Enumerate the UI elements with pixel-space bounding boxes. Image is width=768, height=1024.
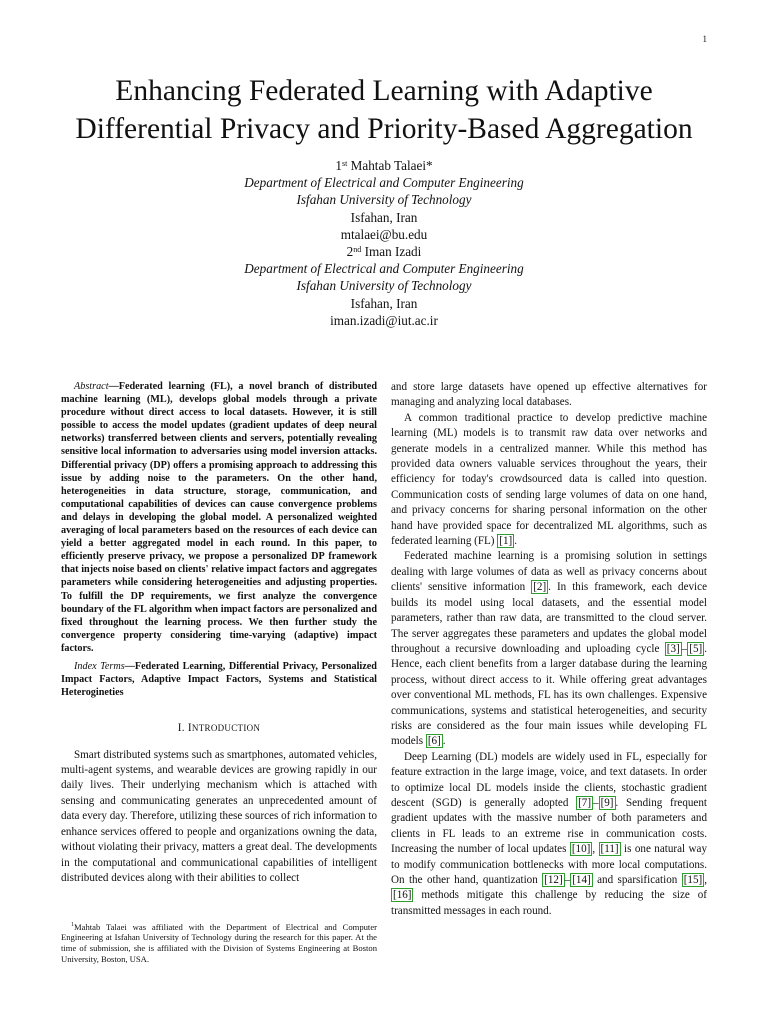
page-number: 1 xyxy=(702,34,707,44)
right-paragraph-0: and store large datasets have opened up effective alternatives for managing and analyzing local databases. xyxy=(391,381,707,409)
author-1-name: 1st Mahtab Talaei* xyxy=(335,158,433,173)
citation-link[interactable]: [3] xyxy=(666,642,680,655)
footnote xyxy=(61,920,377,964)
right-paragraph-1: A common traditional practice to develop predictive machine learning (ML) models is to transmit raw data over networks and generate models in a centralized manner. While this method has provided data owners valuable services throughout the years, their efficiency for today's crowdsourced data is called into question. Communication costs of sending large volumes of data on one hand, and privacy concerns for sharing personal information on the other hand have provided space for decentralized ML algorithms, such as federated learning (FL) [1] . xyxy=(391,411,707,548)
abstract-label: Abstract xyxy=(74,381,109,392)
footnote-text: Mahtab Talaei was affiliated with the Department of Electrical and Computer Engineering at Isfahan University of Technology during the research for this paper. At the time of submission, she is affiliated with the Division of Systems Engineering at Boston University, Boston, USA. xyxy=(61,921,377,964)
author-2-city: Isfahan, Iran xyxy=(350,295,418,311)
author-1-email: mtalaei@bu.edu xyxy=(340,226,428,242)
citation-link[interactable]: [5] xyxy=(689,642,703,655)
citation-link[interactable]: [2] xyxy=(533,581,547,594)
abstract-text: —Federated learning (FL), a novel branch of distributed machine learning (ML), develops global models through a private procedure without direct access to local datasets. However, it is still possible to access the model updates (gradient updates of deep neural networks) transferred between clients and servers, potentially revealing sensitive local information to adversaries using model inversion attacks. Differential privacy (DP) offers a promising approach to addressing this issue by adding noise to the parameters. On the other hand, heterogeneities in data structure, storage, communication, and computational capabilities of devices can cause convergence problems and delays in developing the global model. A personalized weighted averaging of local parameters based on the resources of each device can yield a better aggregated model in each round. In this paper, to efficiently preserve privacy, we propose a personalized DP framework that injects noise based on clients' relative impact factors and aggregates parameters while considering heterogeneities and adjusting properties. To fulfill the DP requirements, we first analyze the convergence boundary of the FL algorithm when impact factors are personalized and fixed throughout the learning process. We then further study the convergence property considering time-varying (adaptive) impact factors. xyxy=(61,381,377,654)
citation-link[interactable]: [14] xyxy=(572,874,591,886)
index-terms xyxy=(61,660,377,699)
section-heading-introduction: I. INTRODUCTION xyxy=(177,722,261,735)
citation-link[interactable]: [6] xyxy=(427,735,441,748)
right-column xyxy=(391,380,707,919)
paper-title xyxy=(0,72,768,148)
abstract xyxy=(61,380,377,655)
citation-link[interactable]: [15] xyxy=(683,874,703,886)
right-paragraph-3: Deep Learning (DL) models are widely used in FL, especially for feature extraction in the large image, voice, and text datasets. In order to optimize local DL models inside the clients, stochastic gradient descent (SGD) is generally adopted [7] – [9] . Sending frequent gradient updates with the massive number of both parameters and clients in FL leads to an extreme rise in communication costs. Increasing the number of local updates [10] , [11] is one natural way to modify communication bottlenecks with more local computations. On the other hand, quantization [12] – [14] and sparsification [15] , [16] methods mitigate this challenge by reducing the size of transmitted messages in each round. xyxy=(391,750,708,917)
author-2-name: 2nd Iman Izadi xyxy=(346,244,422,260)
author-2-email: iman.izadi@iut.ac.ir xyxy=(330,312,438,328)
author-2-dept: Department of Electrical and Computer Engineering xyxy=(244,261,524,277)
index-terms-text: —Federated Learning, Differential Privacy, Personalized Impact Factors, Adaptive Impact Factors, Systems and Statistical Heterogineties xyxy=(61,660,377,699)
citation-link[interactable]: [11] xyxy=(600,843,619,856)
citation-link[interactable]: [10] xyxy=(571,843,591,856)
title-line-1: Enhancing Federated Learning with Adaptive xyxy=(115,75,653,107)
citation-link[interactable]: [1] xyxy=(499,535,513,548)
right-paragraph-2: Federated machine learning is a promising solution in settings dealing with large volumes of data as well as privacy concerns about clients' sensitive information [2] . In this framework, each device builds its model using local datasets, and the essential model parameters, rather than raw data, are transmitted to the cloud server. The server aggregates these parameters and updates the global model throughout a recursive downloading and uploading cycle [3] – [5] . Hence, each client benefits from a larger database during the learning process, without direct access to it. While offering great advantages over conventional ML methods, FL has its own challenges. Expensive communications, systems and statistical heterogeneities, and security risks are considered as the four main issues while developing FL models [6] . xyxy=(391,550,707,748)
author-2-univ: Isfahan University of Technology xyxy=(296,278,472,294)
author-1-univ: Isfahan University of Technology xyxy=(296,192,472,208)
citation-link[interactable]: [9] xyxy=(600,796,614,809)
left-column xyxy=(61,380,377,886)
title-line-2: Differential Privacy and Priority-Based Aggregation xyxy=(75,113,693,145)
citation-link[interactable]: [7] xyxy=(578,796,592,809)
index-terms-label: Index Terms xyxy=(74,660,125,672)
author-1-city: Isfahan, Iran xyxy=(350,209,418,225)
author-1-dept: Department of Electrical and Computer Engineering xyxy=(244,175,524,191)
footnote-mark: 1 xyxy=(71,922,74,928)
intro-paragraph-1: Smart distributed systems such as smartphones, automated vehicles, multi-agent systems, and wearable devices are growing rapidly in our daily lives. Their underlying mechanism which is attached with sensing and communicating generates an unprecedented amount of data every day. Therefore, utilizing these sources of rich information to enhance services offered to people and organizations owning the data, without violating their privacy, matters a great deal. The developments in the computational and communicational capabilities of intelligent distributed devices along with their abilities to collect xyxy=(61,748,377,884)
citation-link[interactable]: [16] xyxy=(393,889,412,902)
citation-link[interactable]: [12] xyxy=(544,874,563,886)
author-block xyxy=(0,157,768,329)
